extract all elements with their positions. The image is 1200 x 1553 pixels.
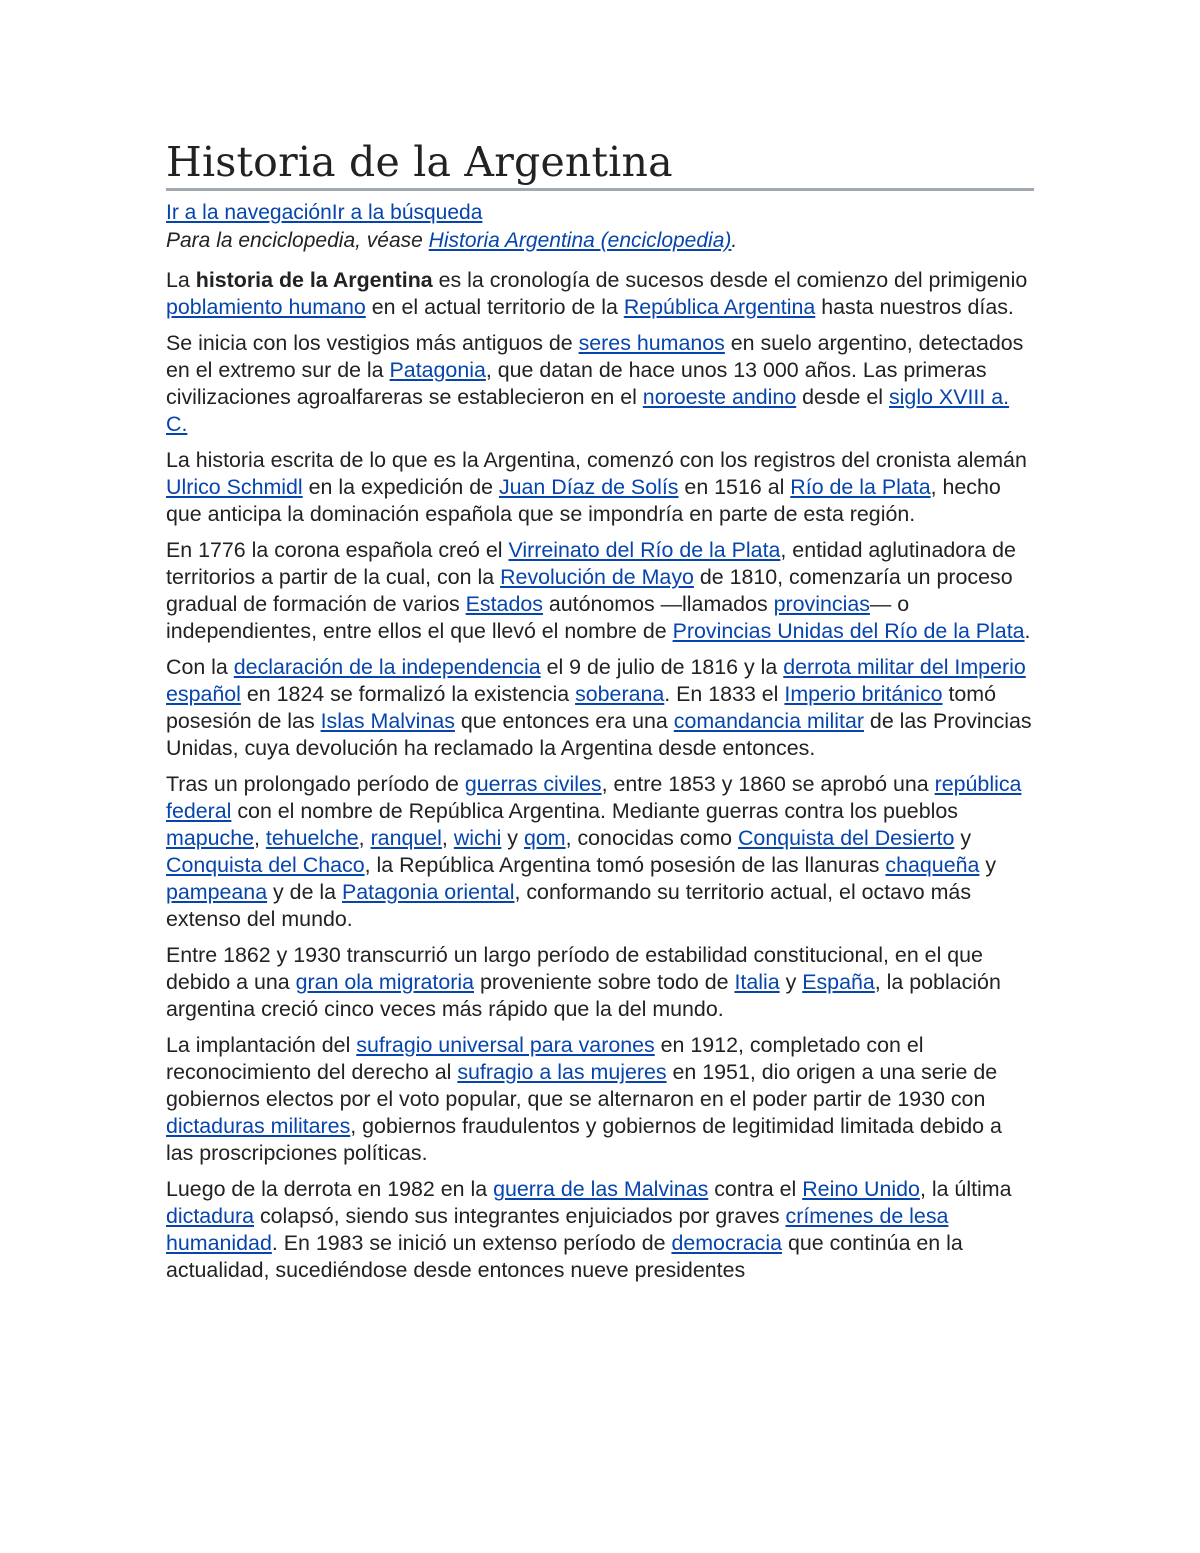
paragraph	[166, 267, 1034, 321]
paragraph-text: en 1824 se formalizó la existencia	[240, 682, 576, 706]
article-link[interactable]: seres humanos	[578, 331, 725, 355]
article-link[interactable]: dictadura	[166, 1204, 254, 1228]
paragraph-text: en el actual territorio de la	[365, 295, 624, 319]
article-link[interactable]: tehuelche	[265, 826, 359, 850]
jump-links	[166, 199, 1034, 227]
paragraph-text: y	[979, 853, 997, 877]
paragraph-text: , gobiernos fraudulentos y gobiernos de legitimidad limitada debido a las proscripciones políticas.	[166, 1114, 1002, 1165]
paragraph-text: desde el	[796, 385, 889, 409]
article-link[interactable]: República Argentina	[623, 295, 816, 319]
article-link[interactable]: ranquel	[370, 826, 442, 850]
article-link[interactable]: Conquista del Chaco	[166, 853, 365, 877]
paragraph-text: tomó posesión de las	[166, 682, 997, 733]
paragraph-text: de las Provincias Unidas, cuya devolución ha reclamado la Argentina desde entonces.	[166, 709, 1032, 760]
hatnote-suffix: .	[731, 229, 738, 252]
article-link[interactable]: wichi	[453, 826, 502, 850]
paragraph-text: Luego de la derrota en 1982 en la	[166, 1177, 494, 1201]
paragraph-text: Con la	[166, 655, 234, 679]
paragraph-text: . En 1983 se inició un extenso período de	[271, 1231, 672, 1255]
article-link[interactable]: qom	[523, 826, 566, 850]
paragraph-text: , conocidas como	[565, 826, 738, 850]
paragraph-text: en suelo argentino, detectados en el extremo sur de la	[166, 331, 1024, 382]
paragraph-text: en 1951, dio origen a una serie de gobiernos electos por el voto popular, que se alternaron en el poder partir de 1930 con	[166, 1060, 998, 1111]
article-link[interactable]: democracia	[671, 1231, 783, 1255]
paragraph-text: En 1776 la corona española creó el	[166, 538, 509, 562]
paragraph-text: , la población argentina creció cinco veces más rápido que la del mundo.	[166, 970, 1001, 1021]
paragraph	[166, 330, 1034, 438]
article-link[interactable]: Italia	[734, 970, 780, 994]
paragraph-text: , la última	[919, 1177, 1012, 1201]
article-link[interactable]: pampeana	[166, 880, 268, 904]
paragraph-text: , entidad aglutinadora de territorios a partir de la cual, con la	[166, 538, 1016, 589]
paragraph-text: , hecho que anticipa la dominación española que se impondría en parte de esta región.	[166, 475, 1001, 526]
page-title: Historia de la Argentina	[166, 136, 1034, 191]
article-link[interactable]: crímenes de lesa humanidad	[166, 1204, 949, 1255]
article-link[interactable]: España	[802, 970, 875, 994]
paragraph	[166, 537, 1034, 645]
paragraph-text: y de la	[267, 880, 343, 904]
article-link[interactable]: Provincias Unidas del Río de la Plata	[672, 619, 1025, 643]
paragraph-text: . En 1833 el	[664, 682, 785, 706]
paragraph-text: Se inicia con los vestigios más antiguos de	[166, 331, 579, 355]
paragraph	[166, 447, 1034, 528]
article-link[interactable]: declaración de la independencia	[233, 655, 541, 679]
paragraph-text: de 1810, comenzaría un proceso gradual de formación de varios	[166, 565, 1013, 616]
article-link[interactable]: chaqueña	[885, 853, 980, 877]
paragraph-text: que continúa en la actualidad, sucediéndose desde entonces nueve presidentes	[166, 1231, 963, 1282]
article-link[interactable]: gran ola migratoria	[295, 970, 474, 994]
article-link[interactable]: guerras civiles	[464, 772, 602, 796]
paragraph-text: , que datan de hace unos 13 000 años. Las primeras civilizaciones agroalfareras se establecieron en el	[166, 358, 987, 409]
hatnote-prefix: Para la enciclopedia, véase	[166, 229, 429, 252]
article-link[interactable]: Reino Unido	[802, 1177, 920, 1201]
paragraph-text: La historia escrita de lo que es la Argentina, comenzó con los registros del cronista alemán	[166, 448, 1027, 472]
article-body	[166, 267, 1034, 1284]
article-link[interactable]: siglo XVIII a. C.	[166, 385, 1010, 436]
paragraph	[166, 1032, 1034, 1167]
paragraph-text: La	[166, 268, 196, 292]
paragraph-text: en 1516 al	[678, 475, 791, 499]
article-link[interactable]: sufragio universal para varones	[356, 1033, 655, 1057]
article-link[interactable]: provincias	[773, 592, 870, 616]
paragraph-text: — o independientes, entre ellos el que llevó el nombre de	[166, 592, 910, 643]
jump-to-navigation-link[interactable]: Ir a la navegación	[166, 201, 332, 224]
article-content	[166, 136, 1034, 1284]
article-link[interactable]: poblamiento humano	[166, 295, 366, 319]
bold-term: historia de la Argentina	[195, 268, 433, 292]
article-link[interactable]: Río de la Plata	[790, 475, 931, 499]
article-link[interactable]: comandancia militar	[673, 709, 864, 733]
paragraph-text: proveniente sobre todo de	[474, 970, 735, 994]
article-link[interactable]: mapuche	[166, 826, 254, 850]
jump-to-search-link[interactable]: Ir a la búsqueda	[331, 201, 483, 224]
article-link[interactable]: Islas Malvinas	[320, 709, 455, 733]
paragraph-text: contra el	[708, 1177, 803, 1201]
paragraph-text: con el nombre de República Argentina. Mediante guerras contra los pueblos	[231, 799, 958, 823]
paragraph-text: , la República Argentina tomó posesión de las llanuras	[364, 853, 886, 877]
paragraph	[166, 654, 1034, 762]
paragraph-text: es la cronología de sucesos desde el comienzo del primigenio	[432, 268, 1028, 292]
paragraph-text: y	[954, 826, 972, 850]
article-link[interactable]: Patagonia	[389, 358, 486, 382]
hatnote-link[interactable]: Historia Argentina (enciclopedia)	[428, 229, 732, 252]
paragraph-text: colapsó, siendo sus integrantes enjuiciados por graves	[254, 1204, 786, 1228]
paragraph-text: y	[501, 826, 524, 850]
paragraph-text: , conformando su territorio actual, el octavo más extenso del mundo.	[166, 880, 972, 931]
article-link[interactable]: guerra de las Malvinas	[493, 1177, 709, 1201]
hatnote	[166, 227, 1034, 255]
paragraph-text: el 9 de julio de 1816 y la	[540, 655, 784, 679]
article-link[interactable]: Juan Díaz de Solís	[498, 475, 679, 499]
paragraph-text: , entre 1853 y 1860 se aprobó una	[601, 772, 935, 796]
paragraph-text: que entonces era una	[454, 709, 674, 733]
paragraph	[166, 942, 1034, 1023]
article-link[interactable]: Revolución de Mayo	[500, 565, 694, 589]
paragraph-text: y	[779, 970, 803, 994]
article-link[interactable]: noroeste andino	[642, 385, 797, 409]
paragraph-text: .	[1024, 619, 1031, 643]
paragraph-text: ,	[358, 826, 371, 850]
paragraph-text: La implantación del	[166, 1033, 357, 1057]
article-link[interactable]: Imperio británico	[784, 682, 943, 706]
article-link[interactable]: Virreinato del Río de la Plata	[508, 538, 781, 562]
article-link[interactable]: soberana	[575, 682, 665, 706]
paragraph-text: Entre 1862 y 1930 transcurrió un largo período de estabilidad constitucional, en el que debido a una	[166, 943, 983, 994]
paragraph-text: en 1912, completado con el reconocimiento del derecho al	[166, 1033, 924, 1084]
paragraph-text: Tras un prolongado período de	[166, 772, 465, 796]
article-link[interactable]: sufragio a las mujeres	[457, 1060, 667, 1084]
article-link[interactable]: dictaduras militares	[166, 1114, 351, 1138]
paragraph-text: autónomos —llamados	[542, 592, 774, 616]
paragraph	[166, 1176, 1034, 1284]
article-link[interactable]: Ulrico Schmidl	[166, 475, 303, 499]
article-link[interactable]: Conquista del Desierto	[737, 826, 955, 850]
article-link[interactable]: derrota militar del Imperio español	[166, 655, 1026, 706]
article-link[interactable]: Estados	[465, 592, 543, 616]
paragraph-text: ,	[254, 826, 266, 850]
paragraph-text: ,	[441, 826, 454, 850]
paragraph	[166, 771, 1034, 933]
article-link[interactable]: Patagonia oriental	[342, 880, 515, 904]
paragraph-text: en la expedición de	[302, 475, 499, 499]
article-link[interactable]: república federal	[166, 772, 1022, 823]
paragraph-text: hasta nuestros días.	[815, 295, 1014, 319]
